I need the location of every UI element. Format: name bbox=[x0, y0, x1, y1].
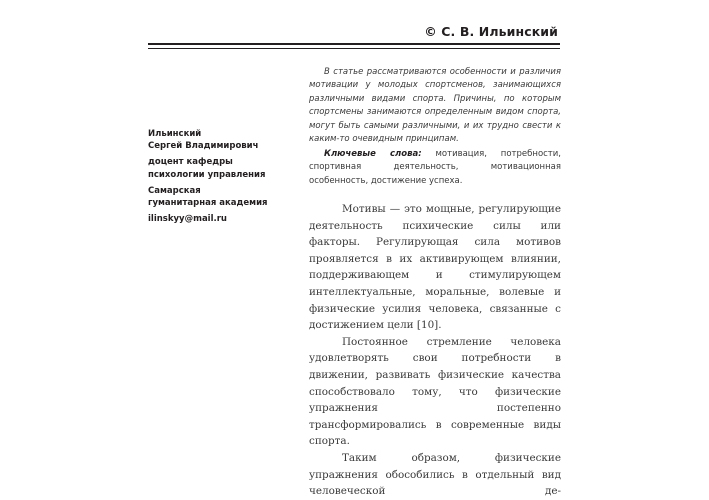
author-name bbox=[148, 128, 298, 152]
keywords-label: Ключевые слова: bbox=[324, 149, 422, 159]
keywords-text: мотивация, потребности, спортивная деятельность, мотивационная особенность, достижение успеха. bbox=[309, 149, 561, 186]
author-email[interactable]: ilinskyy@mail.ru bbox=[148, 214, 227, 225]
body-paragraph: Постоянное стремление человека удовлетворять свои потребности в движении, развивать физические качества способствовало тому, что физические упражнения постепенно трансформировались в современные виды спорта. bbox=[309, 335, 561, 448]
body-paragraph: Мотивы — это мощные, регулирующие деятельность психические силы или факторы. Регулирующая сила мотивов проявляется в их активирующем влиянии, поддерживающем и стимулирующем интеллектуальные, моральные, волевые и физические усилия человека, связанные с достижением цели [10]. bbox=[309, 203, 561, 332]
author-org-line2: гуманитарная академия bbox=[148, 198, 268, 209]
header-rule-thick bbox=[148, 43, 560, 45]
author-org-line1: Самарская bbox=[148, 185, 201, 196]
keywords bbox=[309, 148, 561, 188]
author-block bbox=[148, 128, 298, 225]
author-position bbox=[148, 156, 298, 180]
author-position-line2: психологии управления bbox=[148, 169, 266, 180]
body-paragraph: Таким образом, физические упражнения обособились в отдельный вид человеческой де- bbox=[309, 451, 561, 498]
author-surname: Ильинский bbox=[148, 129, 202, 139]
header-author: © С. В. Ильинский bbox=[424, 24, 558, 39]
abstract: В статье рассматриваются особенности и различия мотивации у молодых спортсменов, занимающихся различными видами спорта. Причины, по которым спортсмены занимаются определенным видом спорта, могут быть самыми различными, и их трудно свести к каким-то очевидным принципам. bbox=[309, 67, 561, 145]
author-position-line1: доцент кафедры bbox=[148, 157, 233, 168]
author-organization bbox=[148, 185, 298, 209]
body-text bbox=[309, 201, 561, 500]
author-given-name: Сергей Владимирович bbox=[148, 141, 259, 152]
header-rule-thin bbox=[148, 48, 560, 49]
